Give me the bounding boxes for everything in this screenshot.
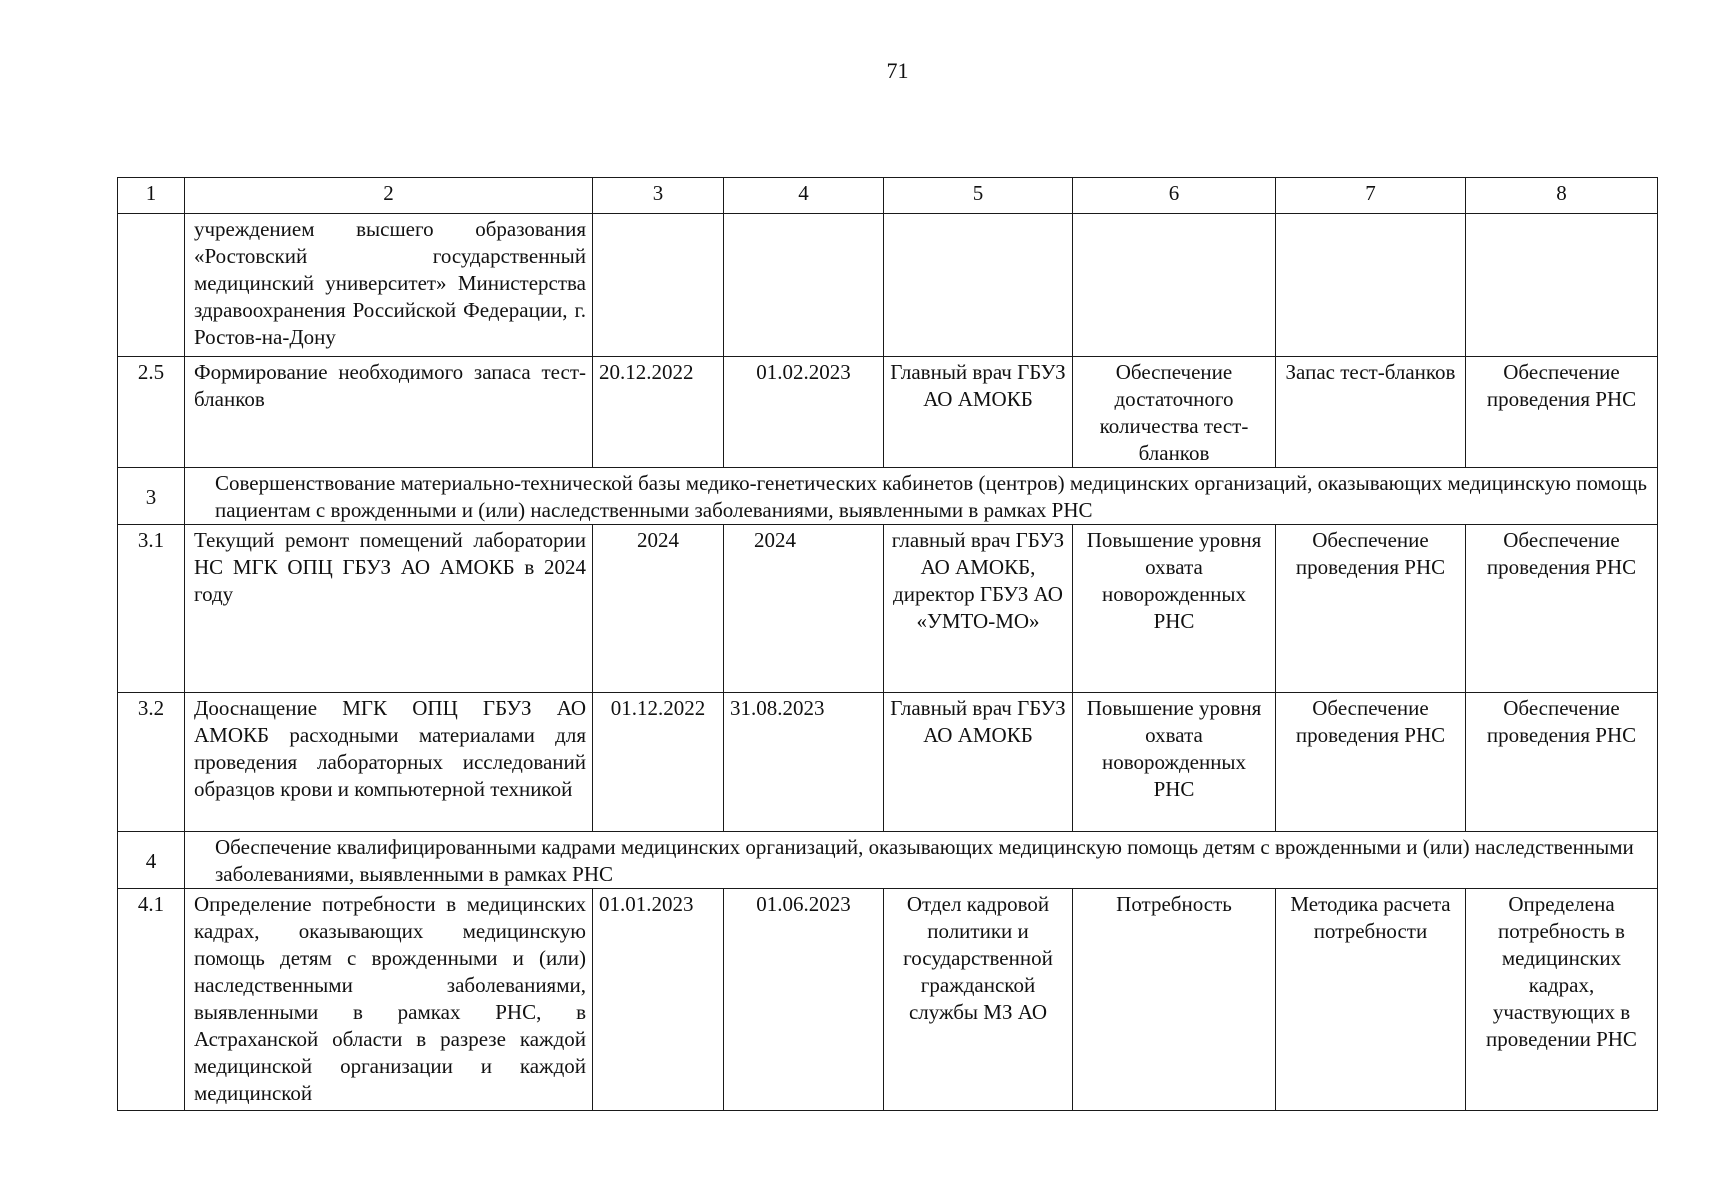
row-number: 2.5 xyxy=(118,357,185,468)
row-number: 3.2 xyxy=(118,693,185,832)
row-outcome: Определена потребность в медицинских кадрах, участвующих в проведении РНС xyxy=(1466,889,1658,1111)
row-number: 4.1 xyxy=(118,889,185,1111)
row-outcome: Обеспечение проведения РНС xyxy=(1466,693,1658,832)
header-cell: 6 xyxy=(1073,178,1276,214)
row-end-date: 01.06.2023 xyxy=(724,889,884,1111)
row-outcome xyxy=(1466,214,1658,357)
header-cell: 8 xyxy=(1466,178,1658,214)
row-start-date xyxy=(593,214,724,357)
row-responsible: Главный врач ГБУЗ АО АМОКБ xyxy=(884,693,1073,832)
row-start-date: 20.12.2022 xyxy=(593,357,724,468)
header-cell: 1 xyxy=(118,178,185,214)
row-responsible: Главный врач ГБУЗ АО АМОКБ xyxy=(884,357,1073,468)
row-end-date: 2024 xyxy=(724,525,884,693)
table-row xyxy=(118,525,1658,693)
row-start-date: 2024 xyxy=(593,525,724,693)
row-number xyxy=(118,214,185,357)
row-result xyxy=(1073,214,1276,357)
table-row xyxy=(118,357,1658,468)
row-outcome: Обеспечение проведения РНС xyxy=(1466,525,1658,693)
plan-table xyxy=(117,177,1658,1111)
row-responsible: Отдел кадровой политики и государственной гражданской службы МЗ АО xyxy=(884,889,1073,1111)
row-start-date: 01.01.2023 xyxy=(593,889,724,1111)
row-document xyxy=(1276,214,1466,357)
row-document: Запас тест-бланков xyxy=(1276,357,1466,468)
row-start-date: 01.12.2022 xyxy=(593,693,724,832)
section-number: 3 xyxy=(118,468,185,525)
section-row xyxy=(118,832,1658,889)
row-description: Текущий ремонт помещений лаборатории НС МГК ОПЦ ГБУЗ АО АМОКБ в 2024 году xyxy=(185,525,593,693)
row-description: Определение потребности в медицинских кадрах, оказывающих медицинскую помощь детям с врожденными и (или) наследственными заболеваниями, выявленными в рамках РНС, в Астраханской области в разрезе каждой медицинской организации и каждой медицинской xyxy=(185,889,593,1111)
table-row xyxy=(118,889,1658,1111)
row-outcome: Обеспечение проведения РНС xyxy=(1466,357,1658,468)
page-number: 71 xyxy=(886,58,909,83)
table-row xyxy=(118,214,1658,357)
row-responsible: главный врач ГБУЗ АО АМОКБ, директор ГБУЗ АО «УМТО-МО» xyxy=(884,525,1073,693)
row-result: Повышение уровня охвата новорожденных РНС xyxy=(1073,693,1276,832)
row-description: учреждением высшего образования «Ростовский государственный медицинский университет» Министерства здравоохранения Российской Федерации, г. Ростов-на-Дону xyxy=(185,214,593,357)
section-row xyxy=(118,468,1658,525)
section-title: Совершенствование материально-технической базы медико-генетических кабинетов (центров) медицинских организаций, оказывающих медицинскую помощь пациентам с врожденными и (или) наследственными заболеваниями, выявленными в рамках РНС xyxy=(185,468,1658,525)
row-number: 3.1 xyxy=(118,525,185,693)
row-description: Дооснащение МГК ОПЦ ГБУЗ АО АМОКБ расходными материалами для проведения лабораторных исследований образцов крови и компьютерной техникой xyxy=(185,693,593,832)
row-result: Повышение уровня охвата новорожденных РНС xyxy=(1073,525,1276,693)
row-result: Обеспечение достаточного количества тест-бланков xyxy=(1073,357,1276,468)
section-title: Обеспечение квалифицированными кадрами медицинских организаций, оказывающих медицинскую помощь детям с врожденными и (или) наследственными заболеваниями, выявленными в рамках РНС xyxy=(185,832,1658,889)
row-description: Формирование необходимого запаса тест-бланков xyxy=(185,357,593,468)
row-result: Потребность xyxy=(1073,889,1276,1111)
row-end-date: 31.08.2023 xyxy=(724,693,884,832)
row-document: Методика расчета потребности xyxy=(1276,889,1466,1111)
row-responsible xyxy=(884,214,1073,357)
header-cell: 5 xyxy=(884,178,1073,214)
row-document: Обеспечение проведения РНС xyxy=(1276,693,1466,832)
header-cell: 7 xyxy=(1276,178,1466,214)
table-header-row xyxy=(118,178,1658,214)
header-cell: 4 xyxy=(724,178,884,214)
header-cell: 3 xyxy=(593,178,724,214)
table-row xyxy=(118,693,1658,832)
header-cell: 2 xyxy=(185,178,593,214)
row-end-date xyxy=(724,214,884,357)
section-number: 4 xyxy=(118,832,185,889)
row-document: Обеспечение проведения РНС xyxy=(1276,525,1466,693)
row-end-date: 01.02.2023 xyxy=(724,357,884,468)
